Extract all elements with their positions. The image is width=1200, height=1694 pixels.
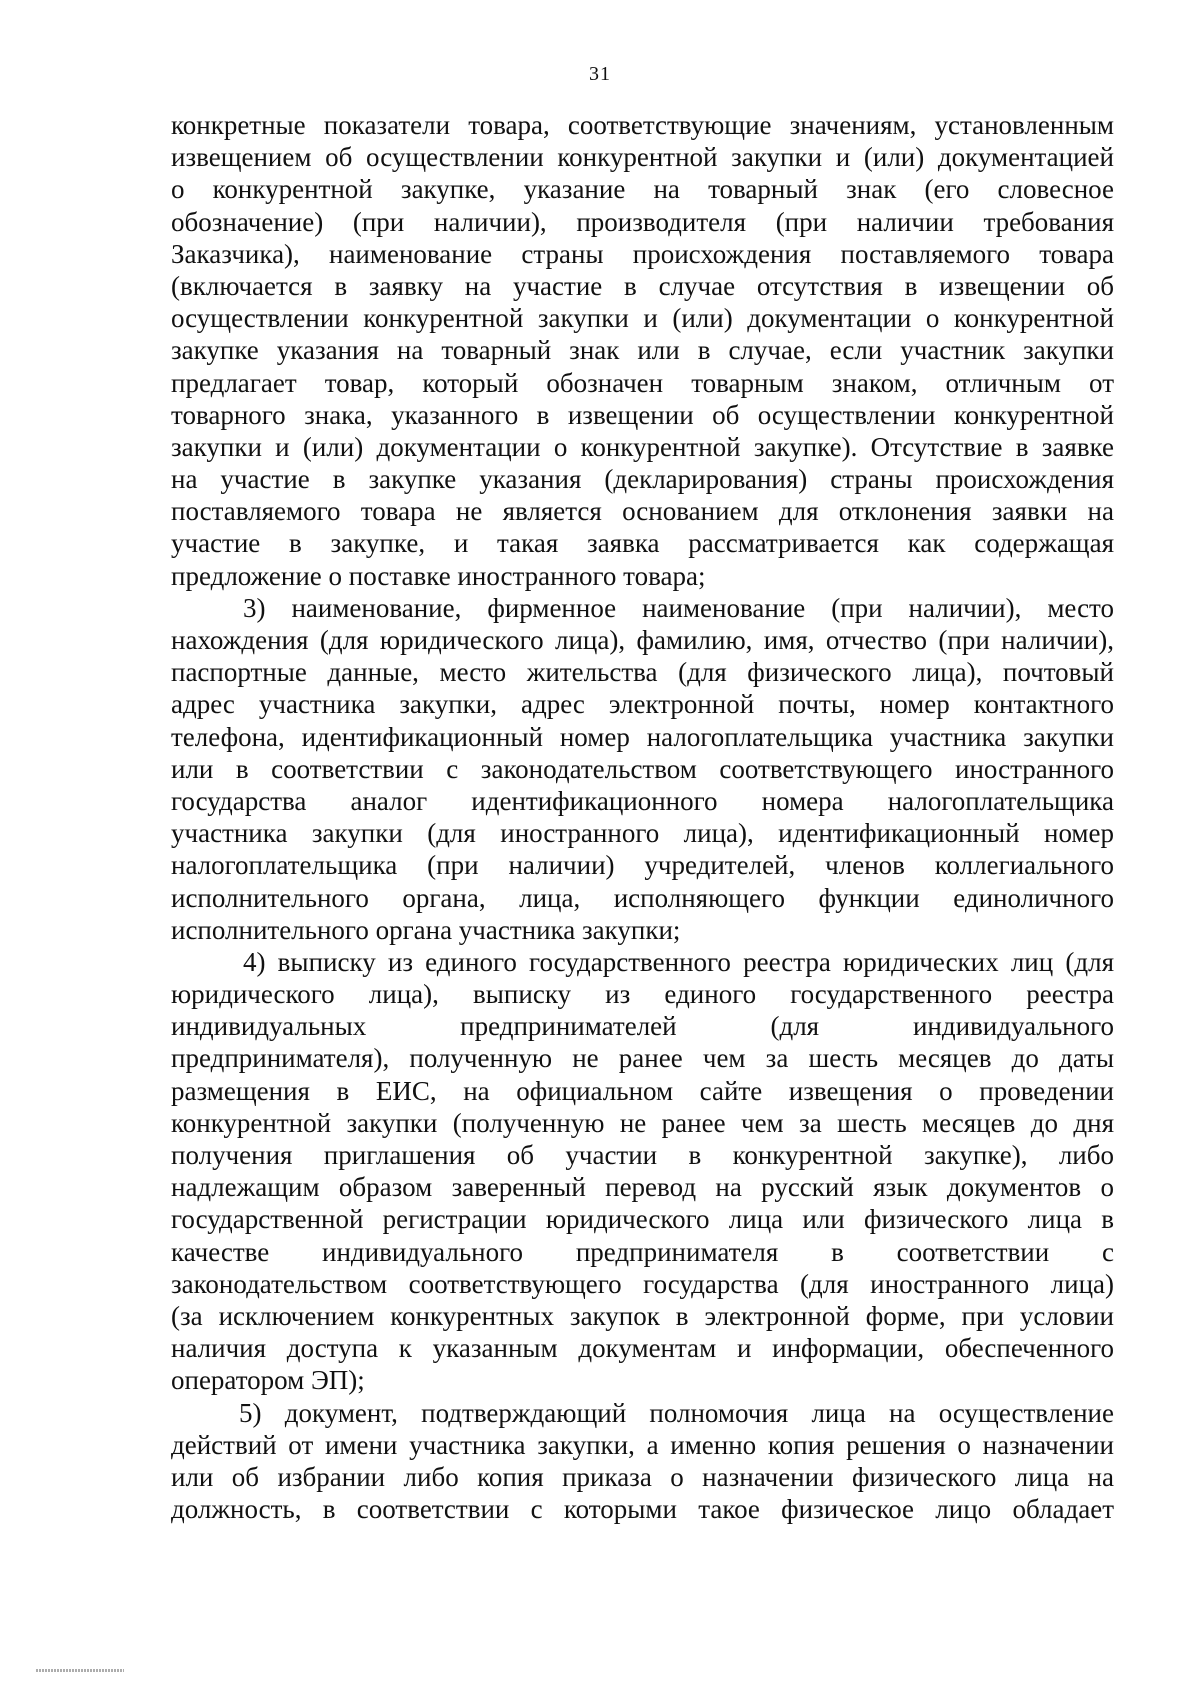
text-line: должность, в соответствии с которыми такое физическое лицо обладает [171,1494,1114,1525]
text-line: Заказчика), наименование страны происхождения поставляемого товара [171,238,1114,269]
list-item-3-first-line: 3) наименование, фирменное наименование (при наличии), место [243,592,1114,623]
text-line: закупки и (или) документации о конкурентной закупке). Отсутствие в заявке [171,431,1114,462]
text-line: государственной регистрации юридического лица или физического лица в [171,1204,1114,1235]
page-number: 31 [589,63,611,85]
text-line: конкретные показатели товара, соответствующие значениям, установленным [171,110,1114,140]
text-line: или в соответствии с законодательством соответствующего иностранного [171,753,1114,784]
text-line: оператором ЭП); [171,1365,365,1396]
list-item-5-first-line: 5) документ, подтверждающий полномочия лица на осуществление [239,1397,1114,1428]
text-line: наличия доступа к указанным документам и информации, обеспеченного [171,1333,1114,1364]
text-line: надлежащим образом заверенный перевод на русский язык документов о [171,1172,1114,1203]
scan-footer-mark [36,1669,124,1672]
text-line: исполнительного органа, лица, исполняющего функции единоличного [171,882,1114,913]
text-line: качестве индивидуального предпринимателя в соответствии с [171,1236,1114,1267]
text-line: юридического лица), выписку из единого государственного реестра [171,979,1114,1010]
list-item-4-first-line: 4) выписку из единого государственного реестра юридических лиц (для [243,946,1114,977]
text-line: налогоплательщика (при наличии) учредителей, членов коллегиального [171,850,1114,881]
document-body [171,109,1114,1525]
text-line: государства аналог идентификационного номера налогоплательщика [171,785,1114,816]
text-line: паспортные данные, место жительства (для физического лица), почтовый [171,657,1114,688]
text-line: нахождения (для юридического лица), фамилию, имя, отчество (при наличии), [171,625,1114,655]
text-line: участие в закупке, и такая заявка рассматривается как содержащая [171,528,1114,559]
text-line: размещения в ЕИС, на официальном сайте извещения о проведении [171,1075,1114,1106]
text-line: индивидуальных предпринимателей (для индивидуального [171,1011,1114,1042]
text-line: телефона, идентификационный номер налогоплательщика участника закупки [171,721,1114,752]
text-line: (включается в заявку на участие в случае отсутствия в извещении об [171,270,1114,301]
text-line: закупке указания на товарный знак или в случае, если участник закупки [171,335,1114,366]
text-line: на участие в закупке указания (декларирования) страны происхождения [171,464,1114,495]
text-line: предложение о поставке иностранного товара; [171,560,706,591]
text-line: исполнительного органа участника закупки; [171,914,681,945]
text-line: (за исключением конкурентных закупок в электронной форме, при условии [171,1300,1114,1331]
text-line: обозначение) (при наличии), производителя (при наличии требования [171,206,1114,237]
text-line: конкурентной закупки (полученную не ранее чем за шесть месяцев до дня [171,1107,1114,1138]
text-line: осуществлении конкурентной закупки и (или) документации о конкурентной [171,303,1114,334]
text-line: о конкурентной закупке, указание на товарный знак (его словесное [171,174,1114,205]
text-line: или об избрании либо копия приказа о назначении физического лица на [171,1461,1114,1492]
text-line: участника закупки (для иностранного лица), идентификационный номер [171,818,1114,849]
text-line: адрес участника закупки, адрес электронной почты, номер контактного [171,689,1114,720]
text-line: поставляемого товара не является основанием для отклонения заявки на [171,496,1114,527]
text-line: предпринимателя), полученную не ранее чем за шесть месяцев до даты [171,1043,1114,1074]
text-line: извещением об осуществлении конкурентной закупки и (или) документацией [171,142,1114,173]
text-line: предлагает товар, который обозначен товарным знаком, отличным от [171,367,1114,398]
text-line: действий от имени участника закупки, а именно копия решения о назначении [171,1429,1114,1460]
text-line: товарного знака, указанного в извещении об осуществлении конкурентной [171,399,1114,430]
text-line: законодательством соответствующего государства (для иностранного лица) [171,1268,1114,1299]
text-line: получения приглашения об участии в конкурентной закупке), либо [171,1140,1114,1170]
